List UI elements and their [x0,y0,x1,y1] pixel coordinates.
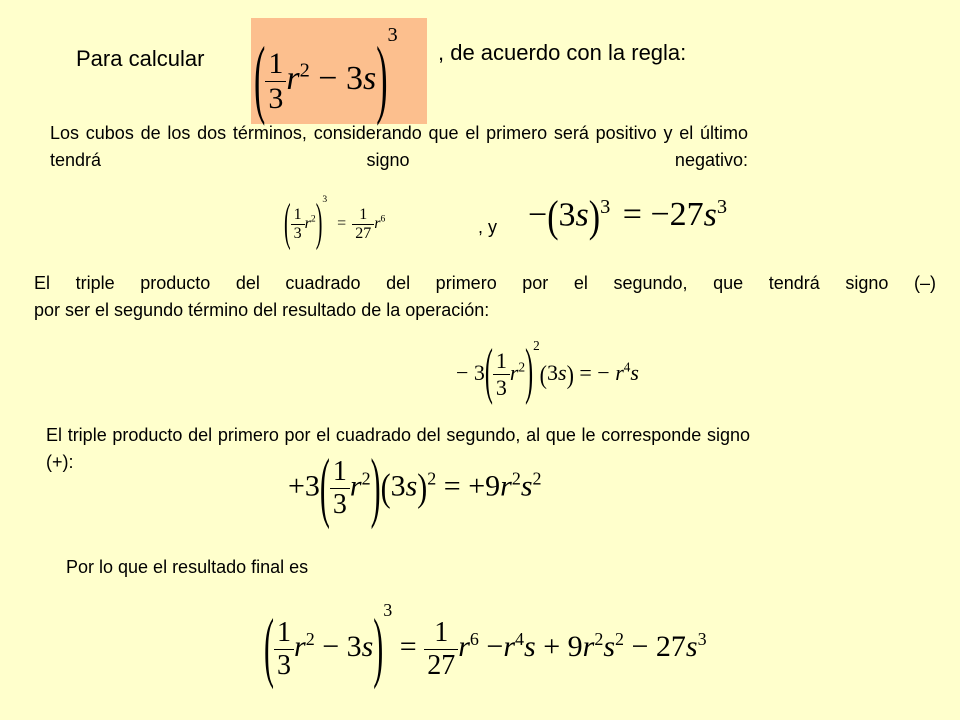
variable-r: r [374,215,381,232]
exponent: 2 [594,629,604,649]
product1-line2: por ser el segundo término del resultado de la operación: [34,300,490,320]
exponent: 6 [380,213,386,225]
exponent: 2 [532,468,542,489]
outer-exponent: 2 [427,468,437,489]
fraction-numerator: 1 [274,617,294,650]
variable-s: s [558,360,567,385]
variable-r: r [304,215,311,232]
variable-r: r [509,360,519,385]
fraction-denominator: 3 [268,81,284,115]
minus-sign: − [486,630,504,663]
cubes-explanation: Los cubos de los dos términos, considerando que el primero será positivo y el último tendrá signo negativo: [50,123,748,170]
fraction-numerator: 1 [424,617,458,650]
variable-r: r [294,630,306,663]
connector-text: , y [478,217,498,237]
variable-r: r [615,360,624,385]
variable-s: s [362,60,377,97]
variable-r: r [286,60,300,97]
product1-equation: − 3( $\frac{1}{3}$ $r^2)^2(3s)$ = − $r^4s$ [456,338,639,408]
equals-sign: = −27 [622,196,704,234]
fraction-numerator: 1 [352,206,374,225]
variable-s: s [524,630,536,663]
variable-r: r [503,630,516,663]
variable-s: s [703,196,717,234]
variable-s: s [405,469,418,503]
fraction-numerator: 1 [291,206,305,225]
product2-explanation: El triple producto del primero por el cuadrado del segundo, al que le corresponde signo (+): [46,425,750,472]
final-equation: ( $\frac{1}{3}$ $r^2 - 3s)^3$ = $\frac{1}{27}$ $r^6 -r^4s + 9r^2s^2 - 27s^3$ [264,600,707,691]
variable-r: r [458,630,470,663]
outer-exponent: 3 [600,196,611,218]
equals-sign: = [337,215,347,232]
minus-sign: − [528,196,548,234]
heading-prefix: Para calcular [76,46,205,71]
equals-sign: = − [579,360,610,385]
outer-exponent: 3 [387,24,398,46]
fraction-denominator: 3 [332,489,347,520]
variable-s: s [603,630,615,663]
exponent: 2 [305,629,315,649]
variable-r: r [500,469,512,503]
product2-equation: +3( $\frac{1}{3}$ $r^2)(3s)^2 = +9r^2s^2$ [288,444,542,531]
coefficient: 3 [558,196,576,234]
fraction-numerator: 1 [493,348,510,375]
exponent: 4 [623,359,631,375]
exponent: 4 [515,629,525,649]
minus-coefficient: − 27 [631,630,686,663]
equals-sign: = [399,630,417,663]
cube-first-equation: ( $\frac{1}{3}$ $r^2)^3$ = $\frac{1}{27}$ $r^6$ [284,194,386,252]
exponent: 2 [299,59,310,82]
cube-second-equation: $-(3s)^3 = -27s^3$ [528,192,728,241]
variable-s: s [575,196,589,234]
leading-coefficient: − 3 [456,360,485,385]
outer-exponent: 3 [383,600,393,620]
final-intro: Por lo que el resultado final es [66,557,309,577]
fraction-denominator: 27 [427,649,456,681]
exponent: 6 [469,629,479,649]
variable-s: s [630,360,639,385]
exponent: 2 [518,359,526,375]
highlighted-expression: ( $\frac{1}{3}$ $r^2 - 3s)^3$ [254,24,398,129]
coefficient: 3 [390,469,406,503]
exponent: 2 [310,213,316,225]
variable-r: r [582,630,595,663]
heading-suffix: , de acuerdo con la regla: [438,40,687,65]
product1-line1: El triple producto del cuadrado del primero por el segundo, que tendrá signo (–) [34,273,936,293]
variable-s: s [685,630,698,663]
term-coefficient: − 3 [322,630,362,663]
leading-coefficient: +3 [288,469,320,503]
coefficient: 3 [547,360,558,385]
fraction-denominator: 3 [495,375,507,401]
fraction-denominator: 27 [355,224,372,242]
exponent: 3 [716,196,728,218]
term-coefficient: − 3 [318,60,363,97]
exponent: 2 [361,468,371,489]
exponent: 2 [615,629,624,649]
exponent: 3 [697,629,707,649]
exponent: 2 [511,468,521,489]
equals-sign: = +9 [443,469,501,503]
fraction-numerator: 1 [330,456,350,489]
fraction-denominator: 3 [293,224,302,242]
variable-s: s [361,630,374,663]
fraction-denominator: 3 [277,649,291,681]
variable-r: r [349,469,362,503]
plus-coefficient: + 9 [543,630,583,663]
variable-s: s [520,469,533,503]
outer-exponent: 2 [533,338,540,353]
outer-exponent: 3 [322,194,328,205]
fraction-numerator: 1 [265,47,286,82]
